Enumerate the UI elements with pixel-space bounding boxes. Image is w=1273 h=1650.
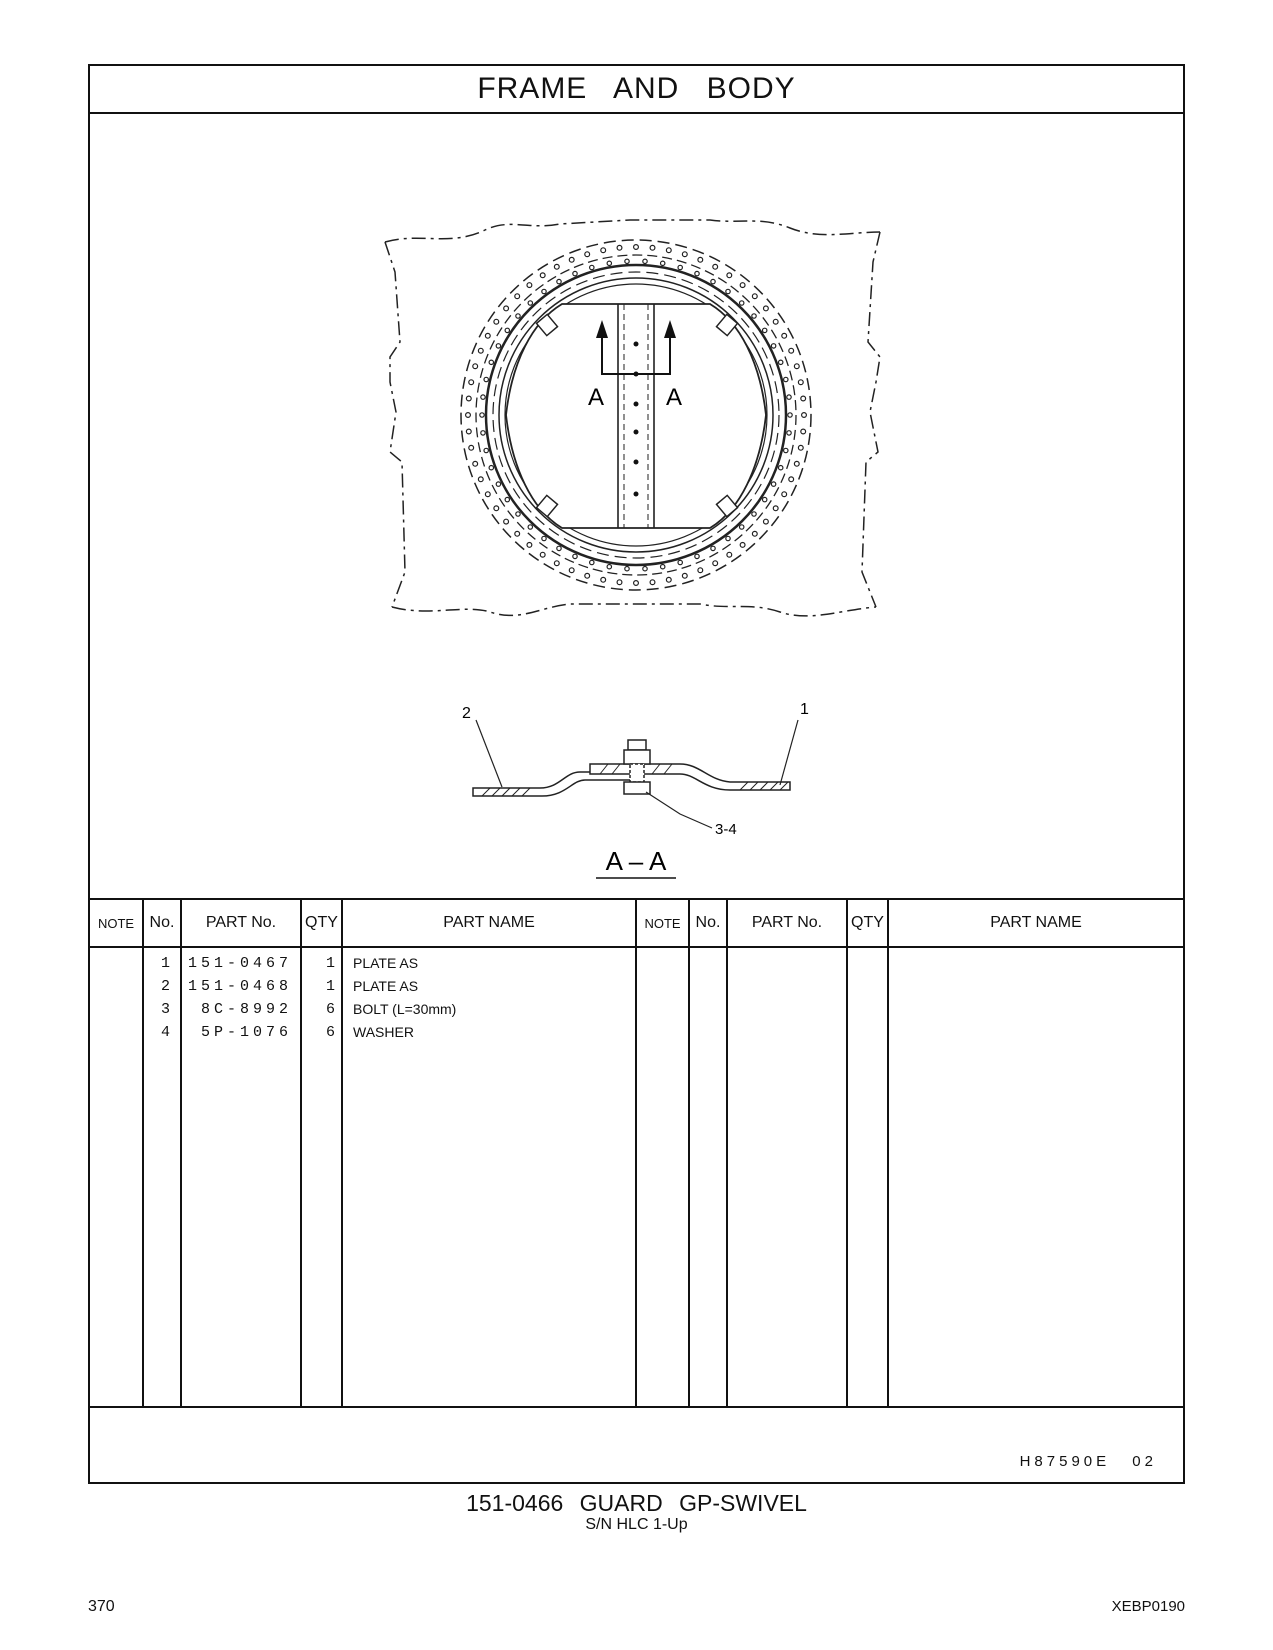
table-header-row [90,899,1183,947]
page-number: 370 [88,1598,115,1615]
bolt-hole [643,567,647,571]
bolt-hole [794,461,799,466]
bolt-hole [515,531,520,536]
bolt-hole [466,413,471,418]
col-header-no: No. [143,899,181,947]
bolt-hole [527,283,532,288]
reference-code: H87590E 02 [1019,1453,1157,1470]
document-code: XEBP0190 [1111,1598,1185,1615]
table-cell-qty: 1 [325,978,335,995]
col-header-qty: QTY [301,899,342,947]
bolt-hole [528,301,532,305]
bolt-hole [585,573,590,578]
bolt-hole [764,306,769,311]
bolt-hole [590,265,594,269]
bolt-hole [573,271,577,275]
callout-3-4: 3-4 [715,821,737,838]
bolt-hole [763,497,767,501]
bolt-hole [625,567,629,571]
bolt-hole [802,413,807,418]
bolt-hole [740,543,745,548]
bolt-hole [473,364,478,369]
bolt-hole [494,319,499,324]
bolt-hole [773,506,778,511]
bolt-hole [607,261,611,265]
bolt-hole [489,360,493,364]
bolt-hole [695,271,699,275]
bolt-hole [798,445,803,450]
bolt-hole [740,283,745,288]
parts-page-frame [88,64,1185,1484]
bolt-hole [643,259,647,263]
table-cell-part-name: WASHER [353,1024,414,1040]
bolt-hole [740,525,744,529]
bolt-hole [540,273,545,278]
bolt-hole [601,248,606,253]
bolt-hole [573,554,577,558]
bolt-hole [801,429,806,434]
bolt-hole [540,552,545,557]
bolt-hole [625,259,629,263]
bolt-hole [494,506,499,511]
bolt-hole [469,445,474,450]
bolt-hole [516,314,520,318]
bolt-hole [542,289,546,293]
table-cell-qty: 6 [325,1024,335,1041]
bolt-hole [661,565,665,569]
bolt-hole [569,257,574,262]
bolt-hole [801,396,806,401]
group-caption: 151-0466 GUARD GP-SWIVEL [466,1490,807,1516]
table-cell-part-no: 8C-8992 [200,1001,292,1018]
table-cell-no: 3 [160,1001,170,1018]
bolt-hole [484,377,488,381]
bolt-hole [634,245,639,250]
bolt-hole [779,466,783,470]
bolt-hole [601,577,606,582]
bolt-hole [489,466,493,470]
bolt-hole [504,306,509,311]
bolt-hole [713,264,718,269]
bolt-hole [787,431,791,435]
parts-table [90,898,1183,1408]
note-column-2 [636,947,689,1407]
bolt-hole [666,248,671,253]
bolt-hole [661,261,665,265]
parts-list [90,898,1183,1408]
bolt-hole [557,546,561,550]
col-header-note: NOTE [90,899,143,947]
qty-column-2 [847,947,888,1407]
col-header-part-name: PART NAME [342,899,636,947]
bolt-hole [789,348,794,353]
bolt-hole [650,245,655,250]
technical-drawing [90,112,1183,901]
table-cell-no: 1 [160,955,170,972]
bolt-hole [726,289,730,293]
section-marker-left: A [588,384,605,411]
bolt-hole [484,448,488,452]
bolt-hole [782,492,787,497]
bolt-hole [798,380,803,385]
bolt-hole [505,328,509,332]
bolt-hole [740,301,744,305]
bolt-hole [787,395,791,399]
bolt-hole [607,565,611,569]
bolt-hole [771,344,775,348]
bolt-hole [794,364,799,369]
bolt-hole [752,314,756,318]
bolt-hole [763,328,767,332]
bolt-hole [727,273,732,278]
bolt-hole [481,431,485,435]
table-cell-no: 2 [160,978,170,995]
bolt-hole [469,380,474,385]
bolt-hole [727,552,732,557]
bolt-hole [527,543,532,548]
bolt-hole [752,294,757,299]
bolt-hole [481,395,485,399]
bolt-hole [678,560,682,564]
bolt-hole [504,519,509,524]
bolt-hole [496,344,500,348]
no-column [143,947,181,1407]
bolt-hole [764,519,769,524]
callout-1: 1 [800,701,809,718]
bolt-hole [585,252,590,257]
bolt-hole [698,568,703,573]
bolt-hole [784,377,788,381]
bolt-hole [528,525,532,529]
qty-column [301,947,342,1407]
section-marker-right: A [666,384,683,411]
table-cell-qty: 6 [325,1001,335,1018]
bolt-hole [789,477,794,482]
table-body-row [90,947,1183,1407]
bolt-hole [505,497,509,501]
table-cell-part-no: 5P-1076 [200,1024,292,1041]
bolt-hole [617,580,622,585]
bolt-hole [590,560,594,564]
bolt-hole [752,531,757,536]
col-header-note-2: NOTE [636,899,689,947]
col-header-part-no-2: PART No. [727,899,847,947]
bolt-hole [485,492,490,497]
bolt-hole [554,561,559,566]
bolt-hole [466,429,471,434]
bolt-hole [698,257,703,262]
bolt-hole [554,264,559,269]
bolt-hole [784,448,788,452]
table-cell-qty: 1 [325,955,335,972]
bolt-hole [779,360,783,364]
bolt-hole [478,348,483,353]
callout-2: 2 [462,705,471,722]
bolt-hole [569,568,574,573]
table-cell-part-name: PLATE AS [353,955,419,971]
col-header-part-name-2: PART NAME [888,899,1183,947]
table-cell-no: 4 [160,1024,170,1041]
page-title: FRAME AND BODY [477,72,796,105]
col-header-no-2: No. [689,899,727,947]
bolt-hole [466,396,471,401]
bolt-hole [752,512,756,516]
bolt-hole [557,279,561,283]
serial-range: S/N HLC 1-Up [585,1516,688,1533]
swivel-guard-drawing [90,112,1183,897]
bolt-hole [682,573,687,578]
part-name-column [342,947,636,1407]
bolt-hole [634,581,639,586]
bolt-hole [695,554,699,558]
note-column [90,947,143,1407]
no-column-2 [689,947,727,1407]
bolt-hole [473,461,478,466]
bolt-hole [666,577,671,582]
bolt-hole [782,333,787,338]
part-name-column-2 [888,947,1183,1407]
bolt-hole [711,546,715,550]
page-title-band [90,66,1183,114]
bolt-hole [485,333,490,338]
bolt-hole [478,477,483,482]
bolt-hole [496,482,500,486]
bolt-hole [617,245,622,250]
bolt-hole [650,580,655,585]
part-no-column-2 [727,947,847,1407]
bolt-hole [678,265,682,269]
bolt-hole [771,482,775,486]
bolt-hole [480,413,484,417]
table-cell-part-name: BOLT (L=30mm) [353,1001,457,1017]
col-header-qty-2: QTY [847,899,888,947]
bolt-hole [773,319,778,324]
bolt-hole [515,294,520,299]
section-label: A – A [605,846,667,876]
table-cell-part-no: 151-0467 [187,955,292,972]
part-no-column [181,947,301,1407]
table-cell-part-name: PLATE AS [353,978,419,994]
bolt-hole [788,413,792,417]
bolt-hole [682,252,687,257]
bolt-hole [713,561,718,566]
bolt-hole [516,512,520,516]
table-cell-part-no: 151-0468 [187,978,292,995]
bolt-hole [542,536,546,540]
bolt-hole [711,279,715,283]
col-header-part-no: PART No. [181,899,301,947]
bolt-hole [726,536,730,540]
